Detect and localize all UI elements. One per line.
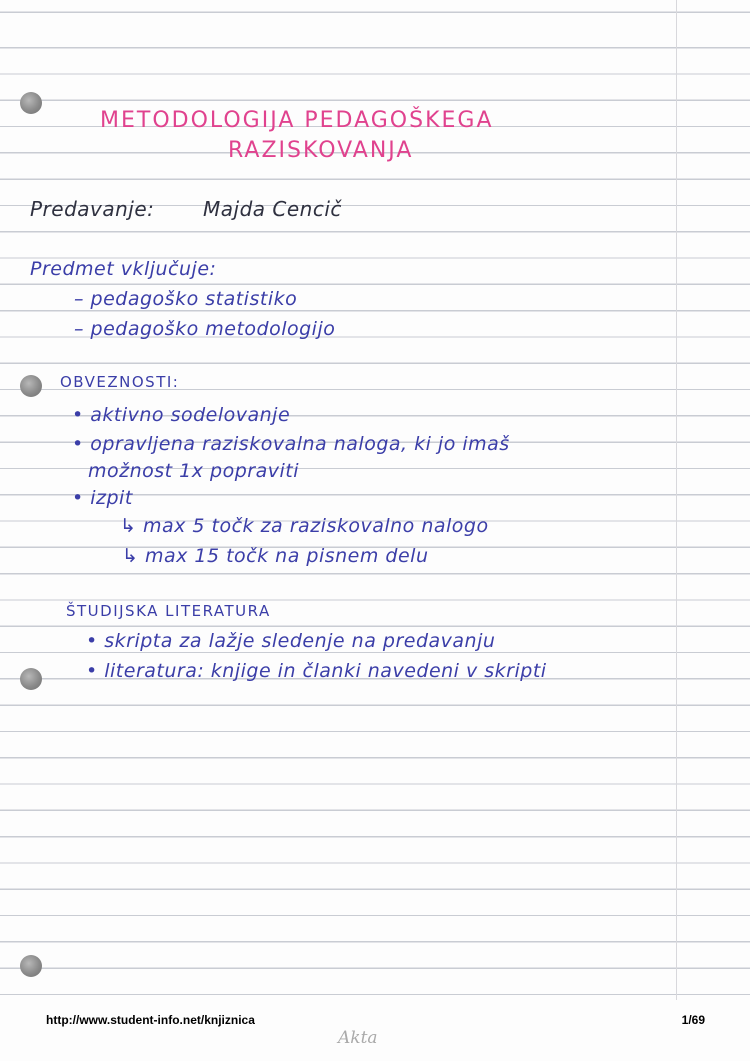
- exam-point: ↳ max 5 točk za raziskovalno nalogo: [120, 515, 489, 537]
- lecturer-label: Predavanje:: [30, 197, 155, 221]
- punch-hole-top: [20, 92, 42, 114]
- literature-heading: ŠTUDIJSKA LITERATURA: [66, 602, 271, 620]
- literature-item: • literatura: knjige in članki navedeni v skripti: [86, 660, 547, 682]
- subject-heading: Predmet vključuje:: [30, 258, 217, 280]
- obligation-item-continuation: možnost 1x popraviti: [88, 460, 299, 482]
- margin-line: [676, 0, 677, 1000]
- lecturer-name: Majda Cencič: [203, 197, 342, 221]
- exam-point: ↳ max 15 točk na pisnem delu: [122, 545, 429, 567]
- punch-hole-lower-middle: [20, 668, 42, 690]
- obligations-heading: OBVEZNOSTI:: [60, 373, 180, 391]
- subject-item: – pedagoško metodologijo: [74, 318, 336, 340]
- obligation-item: • aktivno sodelovanje: [72, 404, 291, 426]
- title-line-2: RAZISKOVANJA: [228, 138, 414, 163]
- literature-item: • skripta za lažje sledenje na predavanju: [86, 630, 496, 652]
- obligation-item: • opravljena raziskovalna naloga, ki jo imaš: [72, 433, 510, 455]
- footer-url: http://www.student-info.net/knjiznica: [46, 1013, 255, 1027]
- page-number: 1/69: [681, 1013, 705, 1027]
- obligation-item: • izpit: [72, 487, 133, 509]
- signature: Akta: [338, 1028, 378, 1048]
- punch-hole-upper-middle: [20, 375, 42, 397]
- punch-hole-bottom: [20, 955, 42, 977]
- title-line-1: METODOLOGIJA PEDAGOŠKEGA: [100, 108, 494, 133]
- subject-item: – pedagoško statistiko: [74, 288, 298, 310]
